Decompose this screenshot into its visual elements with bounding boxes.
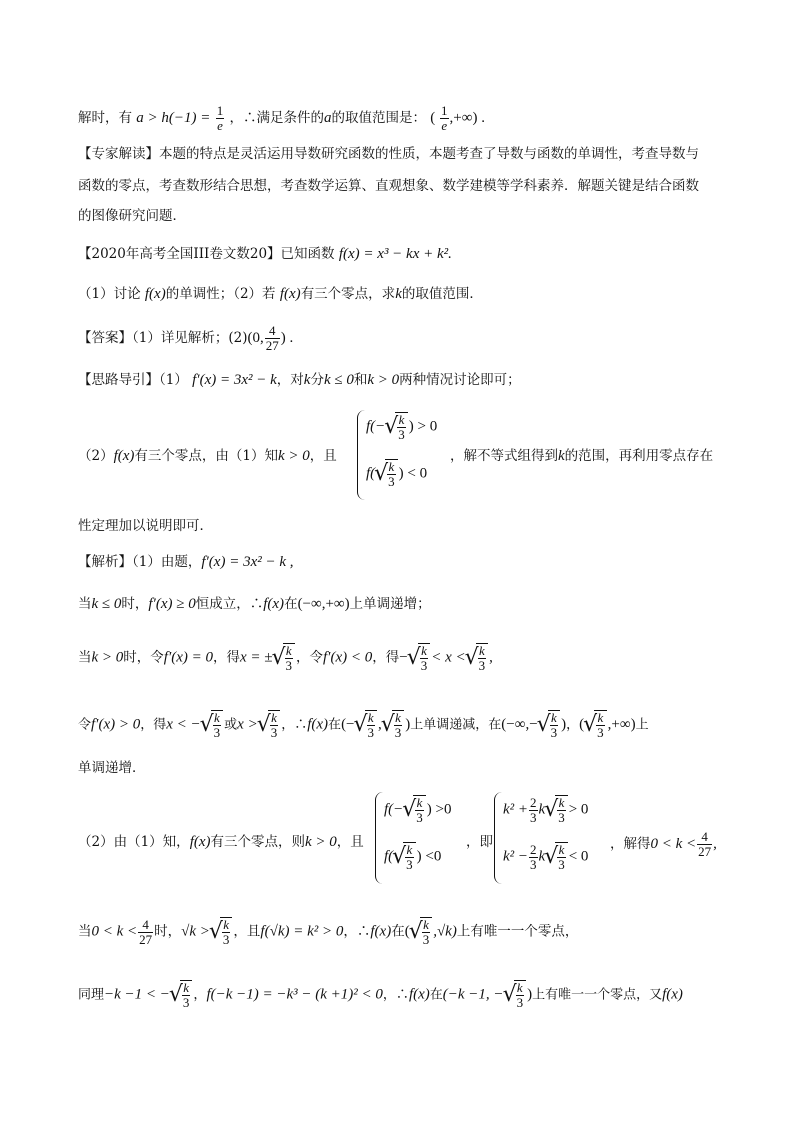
expert-line-3: 的图像研究问题． (78, 208, 186, 224)
text: 【2020年高考全国III卷文数20】已知函数 (78, 246, 335, 262)
solution-line-1: 【解析】（1）由题，f′(x) = 3x² − k , (78, 554, 294, 570)
idea-line-2: （2）f(x)有三个零点，由（1）知k > 0，且 (78, 448, 337, 464)
system-line: f(− √ $\frac{k}{3}$ ) >0 (384, 795, 452, 825)
fraction: $\frac{4}{27}$ (265, 323, 279, 353)
line-conclusion (78, 104, 724, 133)
expert-line-1: 【专家解读】本题的特点是灵活运用导数研究函数的性质，本题考查了导数与函数的单调性，考查导数与 (78, 146, 699, 162)
system-line: f(− √ $\frac{k}{3}$ ) > 0 (366, 412, 437, 442)
zero-line-1: 当0 < k < $\frac{4}{27}$ 时，√k > √ $\frac{k}{3}$ ，且f(√k) = k² > 0，∴f(x)在( √ $\frac{k}{3}$ ,√k)上有唯一一个零点， (78, 917, 724, 947)
zero-line-2: 同理−k −1 < − √ $\frac{k}{3}$ ，f(−k −1) = −k³ − (k +1)² < 0，∴f(x)在(−k −1, − √ $\frac{k}{3}$ )上有唯一一个零点，又f(x) (78, 980, 724, 1010)
math: a (324, 110, 332, 126)
system-line: f( √ $\frac{k}{3}$ ) <0 (384, 842, 441, 872)
system-line: k² − $\frac{2}{3}$ k √ $\frac{k}{3}$ < 0 (503, 842, 588, 872)
solution-case-3-end: 单调递增． (78, 760, 146, 776)
math: ( (430, 110, 440, 126)
system-brace (494, 792, 503, 884)
text: 的取值范围是： (331, 110, 426, 126)
answer-line: 【答案】（1）详见解析；(2)(0, $\frac{4}{27}$ ) . (78, 323, 294, 353)
system-line: k² + $\frac{2}{3}$ k √ $\frac{k}{3}$ > 0 (503, 795, 588, 825)
idea-line-2-tail: ，解不等式组得到k的范围，再利用零点存在 (450, 448, 714, 464)
solution-case-3: 令f′(x) > 0，得x < − √ $\frac{k}{3}$ 或x > √ $\frac{k}{3}$ ，∴f(x)在(− √ $\frac{k}{3}$ , √ $\frac{k}{3}$ )上单调递减，在(−∞,− √ $\frac{k}{3}$ )，( √ $\frac{k}{3}$ ,+∞)上 (78, 710, 724, 740)
problem-question: （1）讨论 f(x)的单调性；（2）若 f(x)有三个零点，求k的取值范围． (78, 286, 483, 302)
solution-case-2: 当k > 0时，令f′(x) = 0，得x = ± √ $\frac{k}{3}$ ，令f′(x) < 0，得− √ $\frac{k}{3}$ < x < √ $\frac{k}{3}$ , (78, 643, 724, 673)
text: 解时，有 (78, 110, 132, 126)
problem-heading (78, 244, 724, 264)
idea-line-3: 性定理加以说明即可． (78, 518, 213, 534)
system-brace (357, 410, 366, 500)
part2-result: ，解得0 < k < $\frac{4}{27}$ , (610, 829, 717, 859)
fraction: $\frac{1}{e}$ (441, 103, 448, 133)
expert-line-2: 函数的零点，考查数形结合思想，考查数学运算、直观想象、数学建模等学科素养．解题关键是结合函数 (78, 178, 699, 194)
text: ，∴满足条件的 (229, 110, 324, 126)
system-line: f( √ $\frac{k}{3}$ ) < 0 (366, 459, 427, 489)
math: ,+∞) . (449, 110, 485, 126)
solution-case-1: 当k ≤ 0时，f′(x) ≥ 0恒成立，∴f(x)在(−∞,+∞)上单调递增； (78, 596, 431, 612)
system-brace (375, 792, 384, 884)
idea-line-1: 【思路导引】（1） f′(x) = 3x² − k，对k分k ≤ 0和k > 0两种情况讨论即可； (78, 372, 521, 388)
fraction: $\frac{1}{e}$ (216, 103, 224, 133)
math: f(x) = x³ − kx + k². (338, 246, 452, 262)
part2-line: （2）由（1）知，f(x)有三个零点，则k > 0，且 (78, 834, 364, 850)
part2-ji: ，即 (466, 834, 493, 850)
math: a > h(−1) = (136, 110, 211, 126)
